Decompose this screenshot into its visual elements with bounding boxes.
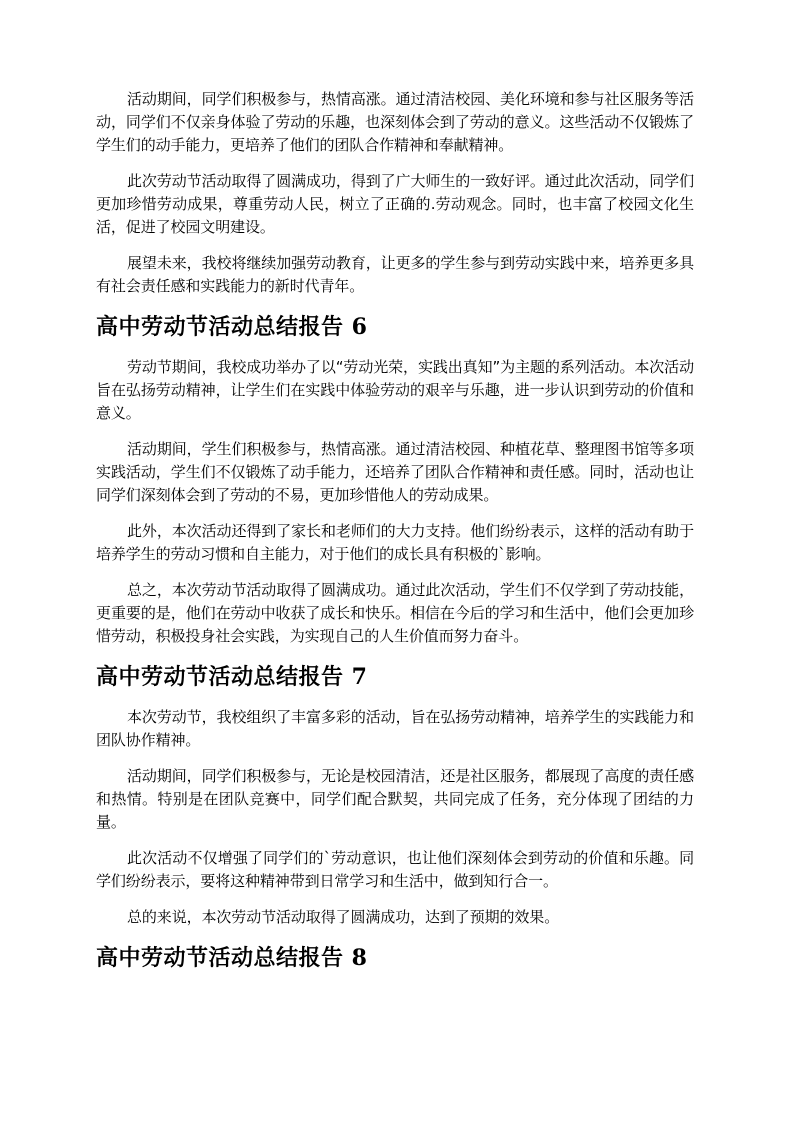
paragraph: 活动期间，学生们积极参与，热情高涨。通过清洁校园、种植花草、整理图书馆等多项实践活动，学生们不仅锻炼了动手能力，还培养了团队合作精神和责任感。同时，活动也让同学们深刻体会到了劳动的不易，更加珍惜他人的劳动成果。 bbox=[96, 440, 694, 504]
paragraph: 展望未来，我校将继续加强劳动教育，让更多的学生参与到劳动实践中来，培养更多具有社会责任感和实践能力的新时代青年。 bbox=[96, 254, 694, 295]
section-heading-report-6: 高中劳动节活动总结报告 6 bbox=[96, 314, 368, 340]
paragraph: 活动期间，同学们积极参与，热情高涨。通过清洁校园、美化环境和参与社区服务等活动，同学们不仅亲身体验了劳动的乐趣，也深刻体会到了劳动的意义。这些活动不仅锻炼了学生们的动手能力，更培养了他们的团队合作精神和奉献精神。 bbox=[96, 90, 694, 154]
paragraph: 活动期间，同学们积极参与，无论是校园清洁，还是社区服务，都展现了高度的责任感和热情。特别是在团队竞赛中，同学们配合默契，共同完成了任务，充分体现了团结的力量。 bbox=[96, 767, 694, 831]
report-6-section bbox=[96, 356, 694, 648]
paragraph: 此次活动不仅增强了同学们的`劳动意识，也让他们深刻体会到劳动的价值和乐趣。同学们纷纷表示，要将这种精神带到日常学习和生活中，做到知行合一。 bbox=[96, 849, 694, 890]
paragraph: 总之，本次劳动节活动取得了圆满成功。通过此次活动，学生们不仅学到了劳动技能，更重要的是，他们在劳动中收获了成长和快乐。相信在今后的学习和生活中，他们会更加珍惜劳动，积极投身社会实践，为实现自己的人生价值而努力奋斗。 bbox=[96, 581, 694, 645]
paragraph: 劳动节期间，我校成功举办了以“劳动光荣，实践出真知”为主题的系列活动。本次活动旨在弘扬劳动精神，让学生们在实践中体验劳动的艰辛与乐趣，进一步认识到劳动的价值和意义。 bbox=[96, 358, 694, 422]
intro-section bbox=[96, 88, 694, 298]
paragraph: 此次劳动节活动取得了圆满成功，得到了广大师生的一致好评。通过此次活动，同学们更加珍惜劳动成果，尊重劳动人民，树立了正确的.劳动观念。同时，也丰富了校园文化生活，促进了校园文明建设。 bbox=[96, 172, 694, 236]
report-7-section bbox=[96, 706, 694, 929]
section-heading-report-8: 高中劳动节活动总结报告 8 bbox=[96, 945, 368, 971]
section-heading-report-7: 高中劳动节活动总结报告 7 bbox=[96, 664, 368, 690]
paragraph: 本次劳动节，我校组织了丰富多彩的活动，旨在弘扬劳动精神，培养学生的实践能力和团队协作精神。 bbox=[96, 708, 694, 749]
paragraph: 此外，本次活动还得到了家长和老师们的大力支持。他们纷纷表示，这样的活动有助于培养学生的劳动习惯和自主能力，对于他们的成长具有积极的`影响。 bbox=[96, 522, 694, 563]
paragraph: 总的来说，本次劳动节活动取得了圆满成功，达到了预期的效果。 bbox=[127, 908, 560, 926]
document-page bbox=[96, 88, 694, 973]
